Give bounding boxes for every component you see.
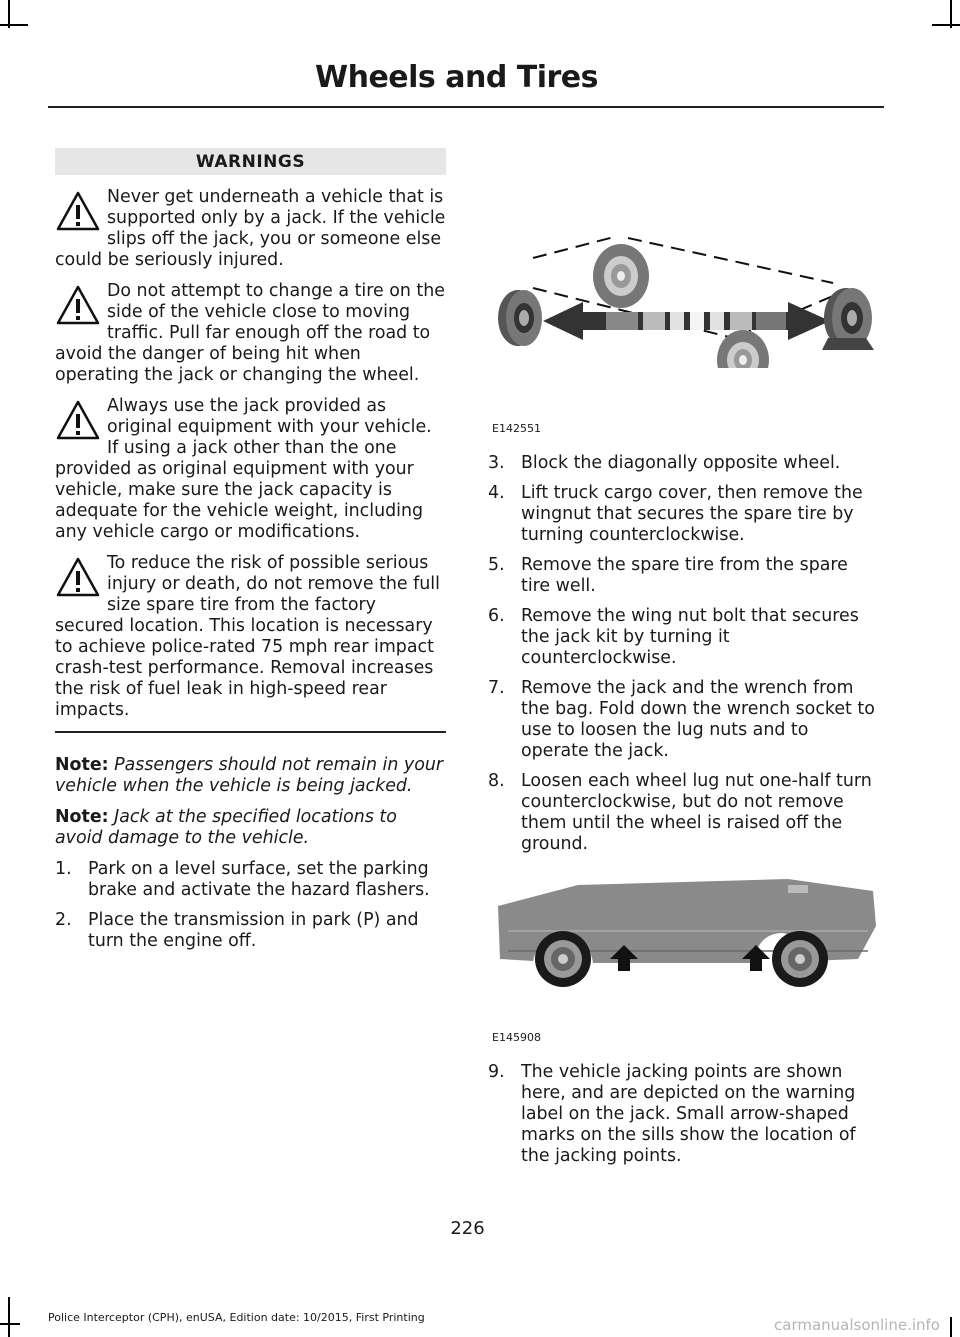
steps-list <box>488 453 879 855</box>
step-text: Loosen each wheel lug nut one-half turn counterclockwise, but do not remove them until the wheel is raised off the ground. <box>521 771 872 854</box>
warnings-heading: WARNINGS <box>55 148 446 175</box>
figure-id: E142551 <box>492 422 541 435</box>
crop-mark <box>0 24 28 26</box>
warning-text: To reduce the risk of possible serious injury or death, do not remove the full size spare tire from the factory secured location. This location is necessary to achieve police-rated 75 mph rear impact crash-test performance. Removal increases the risk of fuel leak in high-speed rear impacts. <box>55 553 440 720</box>
step-number: 6. <box>488 606 505 626</box>
step-item <box>488 483 879 546</box>
wheel-icon <box>535 931 591 987</box>
warnings-divider <box>55 731 446 733</box>
tire-icon <box>593 244 649 308</box>
step-number: 4. <box>488 483 505 503</box>
page-number: 226 <box>450 1218 485 1239</box>
wheel-chock-diagram <box>488 188 879 368</box>
crop-mark <box>932 24 960 26</box>
step-item <box>488 1062 879 1167</box>
warning-triangle-icon <box>55 553 101 599</box>
step-number: 8. <box>488 771 505 791</box>
warning-triangle-icon <box>55 396 101 442</box>
step-text: Remove the spare tire from the spare tire well. <box>521 555 848 596</box>
note-text: Jack at the specified locations to avoid damage to the vehicle. <box>55 807 397 848</box>
header-divider <box>48 106 884 108</box>
watermark: carmanualsonline.info <box>774 1316 940 1334</box>
step-number: 1. <box>55 859 72 879</box>
warning-text: Do not attempt to change a tire on the side of the vehicle close to moving traffic. Pull far enough off the road to avoid the danger of being hit when operating the jack or changing the wheel. <box>55 281 445 385</box>
step-item <box>488 555 879 597</box>
footer-edition-text: Police Interceptor (CPH), enUSA, Edition date: 10/2015, First Printing <box>48 1311 425 1324</box>
step-item <box>55 859 446 901</box>
warning-item <box>55 187 446 271</box>
crop-mark <box>950 1317 952 1337</box>
figure-id: E145908 <box>492 1031 541 1044</box>
step-item <box>488 771 879 855</box>
step-text: Park on a level surface, set the parking brake and activate the hazard flashers. <box>88 859 430 900</box>
tire-icon <box>498 290 542 346</box>
warning-text: Never get underneath a vehicle that is supported only by a jack. If the vehicle slips off the jack, you or someone else could be seriously injured. <box>55 187 446 270</box>
vehicle-jacking-points-diagram <box>488 871 879 991</box>
step-number: 2. <box>55 910 72 930</box>
step-number: 9. <box>488 1062 505 1082</box>
step-number: 7. <box>488 678 505 698</box>
note-label: Note: <box>55 755 109 775</box>
tire-icon <box>717 330 769 368</box>
note <box>55 755 446 797</box>
warning-item <box>55 553 446 721</box>
warning-text: Always use the jack provided as original equipment with your vehicle. If using a jack other than the one provided as original equipment with your vehicle, make sure the jack capacity is adequate for the vehicle weight, including any vehicle cargo or modifications. <box>55 396 432 542</box>
step-number: 5. <box>488 555 505 575</box>
steps-list <box>488 1062 879 1167</box>
wheel-icon <box>772 931 828 987</box>
right-column <box>488 148 879 1176</box>
figure-block-wheel-diagram <box>488 188 879 435</box>
note <box>55 807 446 849</box>
warning-item <box>55 281 446 386</box>
warning-triangle-icon <box>55 187 101 233</box>
step-text: Lift truck cargo cover, then remove the wingnut that secures the spare tire by turning counterclockwise. <box>521 483 863 545</box>
warning-triangle-icon <box>55 281 101 327</box>
step-text: Place the transmission in park (P) and turn the engine off. <box>88 910 419 951</box>
step-item <box>55 910 446 952</box>
note-text: Passengers should not remain in your vehicle when the vehicle is being jacked. <box>55 755 444 796</box>
left-column <box>55 148 446 961</box>
crop-mark <box>8 1297 10 1337</box>
step-text: Remove the jack and the wrench from the bag. Fold down the wrench socket to use to loosen the lug nuts and to operate the jack. <box>521 678 875 761</box>
step-number: 3. <box>488 453 505 473</box>
step-item <box>488 606 879 669</box>
figure-block-jacking-points <box>488 871 879 1044</box>
crop-mark <box>0 1323 20 1325</box>
step-text: Block the diagonally opposite wheel. <box>521 453 841 473</box>
note-label: Note: <box>55 807 109 827</box>
step-item <box>488 453 879 474</box>
page-title: Wheels and Tires <box>315 60 598 95</box>
step-text: The vehicle jacking points are shown here, and are depicted on the warning label on the jack. Small arrow-shaped marks on the sills show the location of the jacking points. <box>521 1062 856 1166</box>
warning-item <box>55 396 446 543</box>
step-item <box>488 678 879 762</box>
step-text: Remove the wing nut bolt that secures the jack kit by turning it counterclockwise. <box>521 606 859 668</box>
